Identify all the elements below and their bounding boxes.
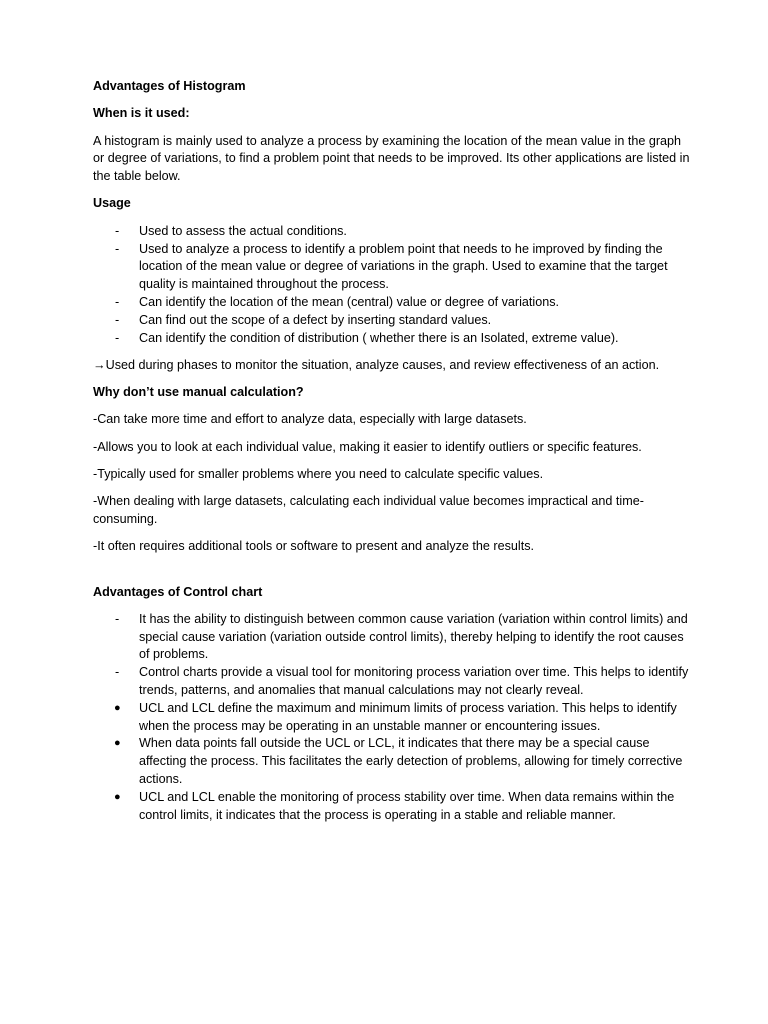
arrow-note: →Used during phases to monitor the situation, analyze causes, and review effectiveness of an action. (93, 357, 660, 372)
bullet-icon: ● (114, 701, 121, 714)
control-chart-dash-list (93, 611, 693, 700)
when-used-heading: When is it used: (93, 106, 190, 121)
list-item (93, 294, 693, 312)
control-chart-bullet-list (93, 700, 693, 825)
list-item (93, 223, 693, 241)
list-item-text: Control charts provide a visual tool for monitoring process variation over time. This helps to identify trends, patterns, and anomalies that manual calculations may not clearly reveal. (139, 665, 689, 698)
dash-marker: - (115, 665, 120, 680)
when-used-paragraph: A histogram is mainly used to analyze a process by examining the location of the mean value in the graph or degree of variations, to find a problem point that needs to be improved. Its other applications are listed in the table below. (93, 133, 690, 184)
why-point: -It often requires additional tools or software to present and analyze the results. (93, 539, 535, 554)
dash-marker: - (115, 294, 120, 309)
list-item-text: UCL and LCL define the maximum and minimum limits of process variation. This helps to identify when the process may be operating in an unstable manner or encountering issues. (139, 700, 677, 733)
dash-marker: - (115, 330, 120, 345)
why-point: -Can take more time and effort to analyze data, especially with large datasets. (93, 412, 527, 427)
list-item (93, 312, 693, 330)
list-item-text: Can identify the condition of distribution ( whether there is an Isolated, extreme value). (139, 330, 619, 345)
list-item-text: Used to analyze a process to identify a problem point that needs to he improved by finding the location of the mean value or degree of variations in the graph. Used to examine that the target quality is maintained throughout the process. (139, 241, 668, 292)
document-body (93, 78, 693, 834)
dash-marker: - (115, 312, 120, 327)
list-item (93, 664, 693, 700)
list-item (93, 789, 693, 825)
list-item-text: Can identify the location of the mean (central) value or degree of variations. (139, 294, 560, 309)
list-item-text: Used to assess the actual conditions. (139, 223, 347, 238)
list-item (93, 330, 693, 348)
list-item-text: Can find out the scope of a defect by inserting standard values. (139, 312, 492, 327)
list-item (93, 611, 693, 664)
list-item (93, 735, 693, 788)
bullet-icon: ● (114, 737, 121, 750)
list-item (93, 241, 693, 294)
section-spacer (93, 566, 693, 584)
why-point: -Allows you to look at each individual value, making it easier to identify outliers or specific features. (93, 439, 642, 454)
histogram-title: Advantages of Histogram (93, 79, 246, 93)
why-point: -Typically used for smaller problems where you need to calculate specific values. (93, 467, 544, 482)
dash-marker: - (115, 241, 120, 256)
control-chart-title: Advantages of Control chart (93, 584, 263, 599)
dash-marker: - (115, 223, 120, 238)
list-item-text: UCL and LCL enable the monitoring of process stability over time. When data remains within the control limits, it indicates that the process is operating in a stable and reliable manner. (139, 789, 675, 822)
list-item-text: When data points fall outside the UCL or LCL, it indicates that there may be a special cause affecting the process. This facilitates the early detection of problems, allowing for timely corrective actions. (139, 736, 683, 786)
bullet-icon: ● (114, 790, 121, 803)
why-manual-heading: Why don’t use manual calculation? (93, 385, 304, 400)
why-point: -When dealing with large datasets, calculating each individual value becomes impractical and time-consuming. (93, 494, 644, 527)
usage-list (93, 223, 693, 348)
usage-heading: Usage (93, 196, 131, 211)
list-item-text: It has the ability to distinguish between common cause variation (variation within control limits) and special cause variation (variation outside control limits), thereby helping to identify the root causes of problems. (139, 611, 688, 662)
list-item (93, 700, 693, 736)
dash-marker: - (115, 611, 120, 626)
